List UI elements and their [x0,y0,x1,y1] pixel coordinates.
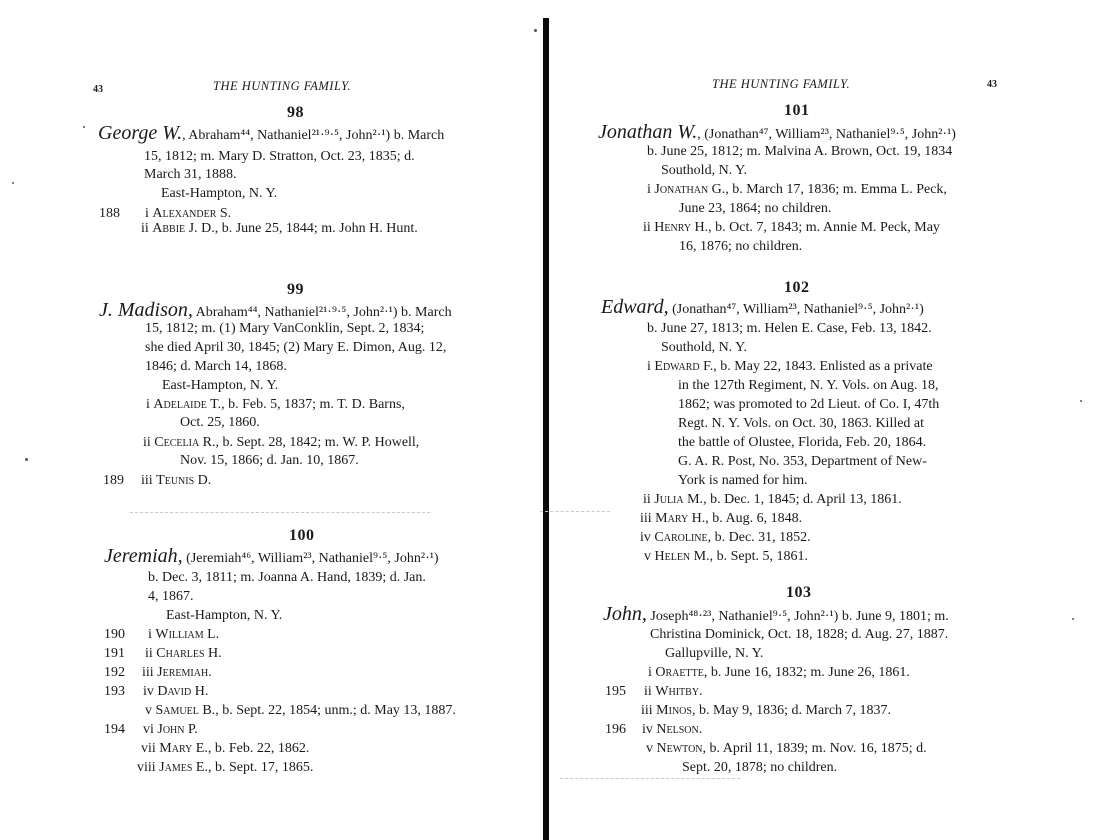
child-item [145,702,456,720]
child-name: John P. [157,722,198,737]
scan-artifact-line [560,778,740,779]
child-ref-number: 196 [605,722,626,737]
page-number: 43 [93,84,103,95]
child-ordinal: i [145,206,149,221]
child-item [143,434,419,452]
scan-speck [25,458,28,461]
entry-lineage: Abraham⁴⁴, Nathaniel²¹·⁹·⁵, John²·¹) [192,305,402,320]
right-page [550,0,1098,840]
child-detail: , b. Sept. 17, 1865. [207,760,314,775]
child-detail: , b. Aug. 6, 1848. [705,511,803,526]
entry-residence: Gallupville, N. Y. [665,646,764,661]
child-item [648,664,910,682]
child-ordinal: i [648,665,652,680]
entry-residence: East-Hampton, N. Y. [161,186,278,201]
child-ref-number: 191 [104,646,125,661]
child-detail: , b. March 17, 1836; m. Emma L. Peck, [725,182,947,197]
entry-lineage: Joseph⁴⁸·²³, Nathaniel⁹·⁵, John²·¹) [646,609,842,624]
scan-artifact-line [130,512,430,513]
entry-heading [601,298,924,319]
child-ordinal: ii [643,220,651,235]
child-detail: , b. Oct. 7, 1843; m. Annie M. Peck, May [708,220,940,235]
child-ref-number: 190 [104,627,125,642]
child-name: Helen M. [654,549,710,564]
child-item [143,683,208,701]
child-name: Charles H. [156,646,222,661]
child-ordinal: ii [145,646,153,661]
child-item [640,510,802,528]
child-detail-cont: Regt. N. Y. Vols. on Oct. 30, 1863. Killed at [678,416,925,431]
entry-number: 98 [287,104,304,121]
running-head: THE HUNTING FAMILY. [712,77,851,91]
child-ordinal: viii [137,760,156,775]
child-ordinal: v [644,549,651,564]
child-ref-number: 195 [605,684,626,699]
entry-line: b. March [401,305,452,320]
child-detail: , b. Dec. 1, 1845; d. April 13, 1861. [703,492,902,507]
entry-heading [99,301,452,322]
entry-line: 15, 1812; m. (1) Mary VanConklin, Sept. 2, 1834; [145,321,425,336]
child-item [143,721,198,739]
entry-name: Edward, [601,296,669,318]
child-name: Henry H. [654,220,709,235]
child-item [646,740,927,758]
child-ordinal: ii [644,684,652,699]
child-ordinal: ii [643,492,651,507]
child-name: Nelson. [656,722,703,737]
child-detail-cont: the battle of Olustee, Florida, Feb. 20, 1864. [678,435,927,450]
child-name: Mary H. [655,511,706,526]
child-detail-cont: June 23, 1864; no children. [679,201,832,216]
scan-speck [534,29,537,32]
child-name: Minos [656,703,692,718]
child-item [142,664,212,682]
child-detail: , b. June 25, 1844; m. John H. Hunt. [214,221,418,236]
scan-speck [1072,618,1074,620]
child-detail: , b. Sept. 22, 1854; unm.; d. May 13, 1887. [215,703,456,718]
entry-line: b. March [393,128,445,143]
entry-heading [98,124,444,145]
entry-line: she died April 30, 1845; (2) Mary E. Dimon, Aug. 12, [145,340,447,355]
child-ordinal: iii [142,665,154,680]
entry-number: 103 [786,584,812,601]
child-detail-cont: in the 127th Regiment, N. Y. Vols. on Aug. 18, [678,378,939,393]
child-name: David H. [157,684,209,699]
child-name: Newton [656,741,703,756]
child-name: Cecelia R. [154,435,216,450]
child-name: Adelaide T. [153,397,222,412]
child-ordinal: v [646,741,653,756]
child-ordinal: ii [143,435,151,450]
entry-number: 100 [289,527,315,544]
child-detail-cont: 16, 1876; no children. [679,239,803,254]
child-detail: , b. Feb. 5, 1837; m. T. D. Barns, [221,397,405,412]
child-item [642,721,702,739]
child-detail-cont: G. A. R. Post, No. 353, Department of New- [678,454,927,469]
left-page [0,0,545,840]
child-name: Abbie J. D. [152,221,215,236]
child-detail-cont: Sept. 20, 1878; no children. [682,760,838,775]
child-name: Edward F. [654,359,714,374]
child-ref-number: 194 [104,722,125,737]
entry-number: 102 [784,279,810,296]
entry-residence: East-Hampton, N. Y. [162,378,279,393]
child-ordinal: vi [143,722,154,737]
child-name: William L. [155,627,220,642]
child-ordinal: i [146,397,150,412]
child-name: Jonathan G. [654,182,726,197]
entry-number: 99 [287,281,304,298]
child-item [647,358,933,376]
entry-line: b. Dec. 3, 1811; m. Joanna A. Hand, 1839; d. Jan. [148,570,426,585]
child-detail: , b. Sept. 5, 1861. [709,549,808,564]
entry-line: b. June 25, 1812; m. Malvina A. Brown, Oct. 19, 1834 [647,144,953,159]
child-detail-cont: 1862; was promoted to 2d Lieut. of Co. I, 47th [678,397,940,412]
scan-speck [12,182,14,184]
entry-residence: East-Hampton, N. Y. [166,608,283,623]
entry-heading [603,605,949,626]
page-number: 43 [987,79,997,90]
running-head: THE HUNTING FAMILY. [213,79,352,93]
child-ref-number: 193 [104,684,125,699]
entry-line: b. June 9, 1801; m. [841,609,949,624]
child-ordinal: iii [640,511,652,526]
child-name: James E. [159,760,208,775]
child-ref-number: 188 [99,206,120,221]
entry-line: 15, 1812; m. Mary D. Stratton, Oct. 23, 1835; d. [144,149,415,164]
child-detail-cont: York is named for him. [678,473,808,488]
entry-line: Christina Dominick, Oct. 18, 1828; d. Aug. 27, 1887. [650,627,949,642]
child-item [641,702,891,720]
entry-residence: Southold, N. Y. [661,163,747,178]
page-gutter-divider [543,18,549,840]
child-detail: , b. Feb. 22, 1862. [207,741,310,756]
child-ordinal: iii [641,703,653,718]
child-detail-cont: Oct. 25, 1860. [180,415,260,430]
child-detail: , b. May 22, 1843. Enlisted as a private [713,359,933,374]
child-detail: , b. Sept. 28, 1842; m. W. P. Howell, [215,435,420,450]
child-ordinal: i [647,182,651,197]
child-name: Julia M. [654,492,704,507]
entry-name: J. Madison, [99,299,193,321]
child-detail: , b. June 16, 1832; m. June 26, 1861. [703,665,910,680]
child-name: Alexander S. [152,206,232,221]
child-item [647,181,947,199]
child-ref-number: 189 [103,473,124,488]
child-name: Teunis D. [156,473,212,488]
child-ref-number: 192 [104,665,125,680]
child-item [145,645,222,663]
child-item [148,626,219,644]
child-ordinal: i [647,359,651,374]
entry-name: John, [603,603,647,625]
child-item [643,491,902,509]
entry-name: George W. [98,122,183,144]
child-name: Samuel B. [155,703,216,718]
child-item [146,396,405,414]
entry-line: March 31, 1888. [144,167,237,182]
child-name: Jeremiah. [157,665,212,680]
child-name: Oraette [655,665,704,680]
child-ordinal: vii [141,741,156,756]
child-detail: , b. Dec. 31, 1852. [707,530,811,545]
child-name: Whitby. [655,684,703,699]
entry-number: 101 [784,102,810,119]
entry-lineage: (Jonathan⁴⁷, William²³, Nathaniel⁹·⁵, John²·¹) [668,302,924,317]
child-ordinal: i [148,627,152,642]
child-ordinal: ii [141,221,149,236]
child-item [643,219,940,237]
child-item [141,472,211,490]
child-item [137,759,313,777]
child-detail: , b. May 9, 1836; d. March 7, 1837. [691,703,892,718]
entry-name: Jonathan W. [598,121,698,143]
child-detail: , b. April 11, 1839; m. Nov. 16, 1875; d. [702,741,927,756]
child-ordinal: iv [143,684,154,699]
entry-residence: Southold, N. Y. [661,340,747,355]
child-item [640,529,811,547]
entry-heading [104,547,439,568]
child-item [141,220,418,238]
entry-name: Jeremiah, [104,545,183,567]
entry-lineage: (Jeremiah⁴⁶, William²³, Nathaniel⁹·⁵, John²·¹) [182,551,439,566]
child-detail-cont: Nov. 15, 1866; d. Jan. 10, 1867. [180,453,359,468]
child-ordinal: iv [640,530,651,545]
scan-speck [83,126,85,128]
scan-artifact-line [540,511,610,512]
scan-speck [1080,400,1082,402]
entry-lineage: , (Jonathan⁴⁷, William²³, Nathaniel⁹·⁵, John²·¹) [697,127,956,142]
child-ordinal: iv [642,722,653,737]
child-ordinal: iii [141,473,153,488]
entry-line: 4, 1867. [148,589,194,604]
child-item [644,548,808,566]
child-item [141,740,309,758]
entry-line: b. June 27, 1813; m. Helen E. Case, Feb. 13, 1842. [647,321,932,336]
child-name: Caroline [654,530,708,545]
entry-lineage: , Abraham⁴⁴, Nathaniel²¹·⁹·⁵, John²·¹) [182,128,394,143]
child-item [644,683,703,701]
child-name: Mary E. [159,741,208,756]
entry-line: 1846; d. March 14, 1868. [145,359,287,374]
entry-heading [598,123,956,144]
child-ordinal: v [145,703,152,718]
